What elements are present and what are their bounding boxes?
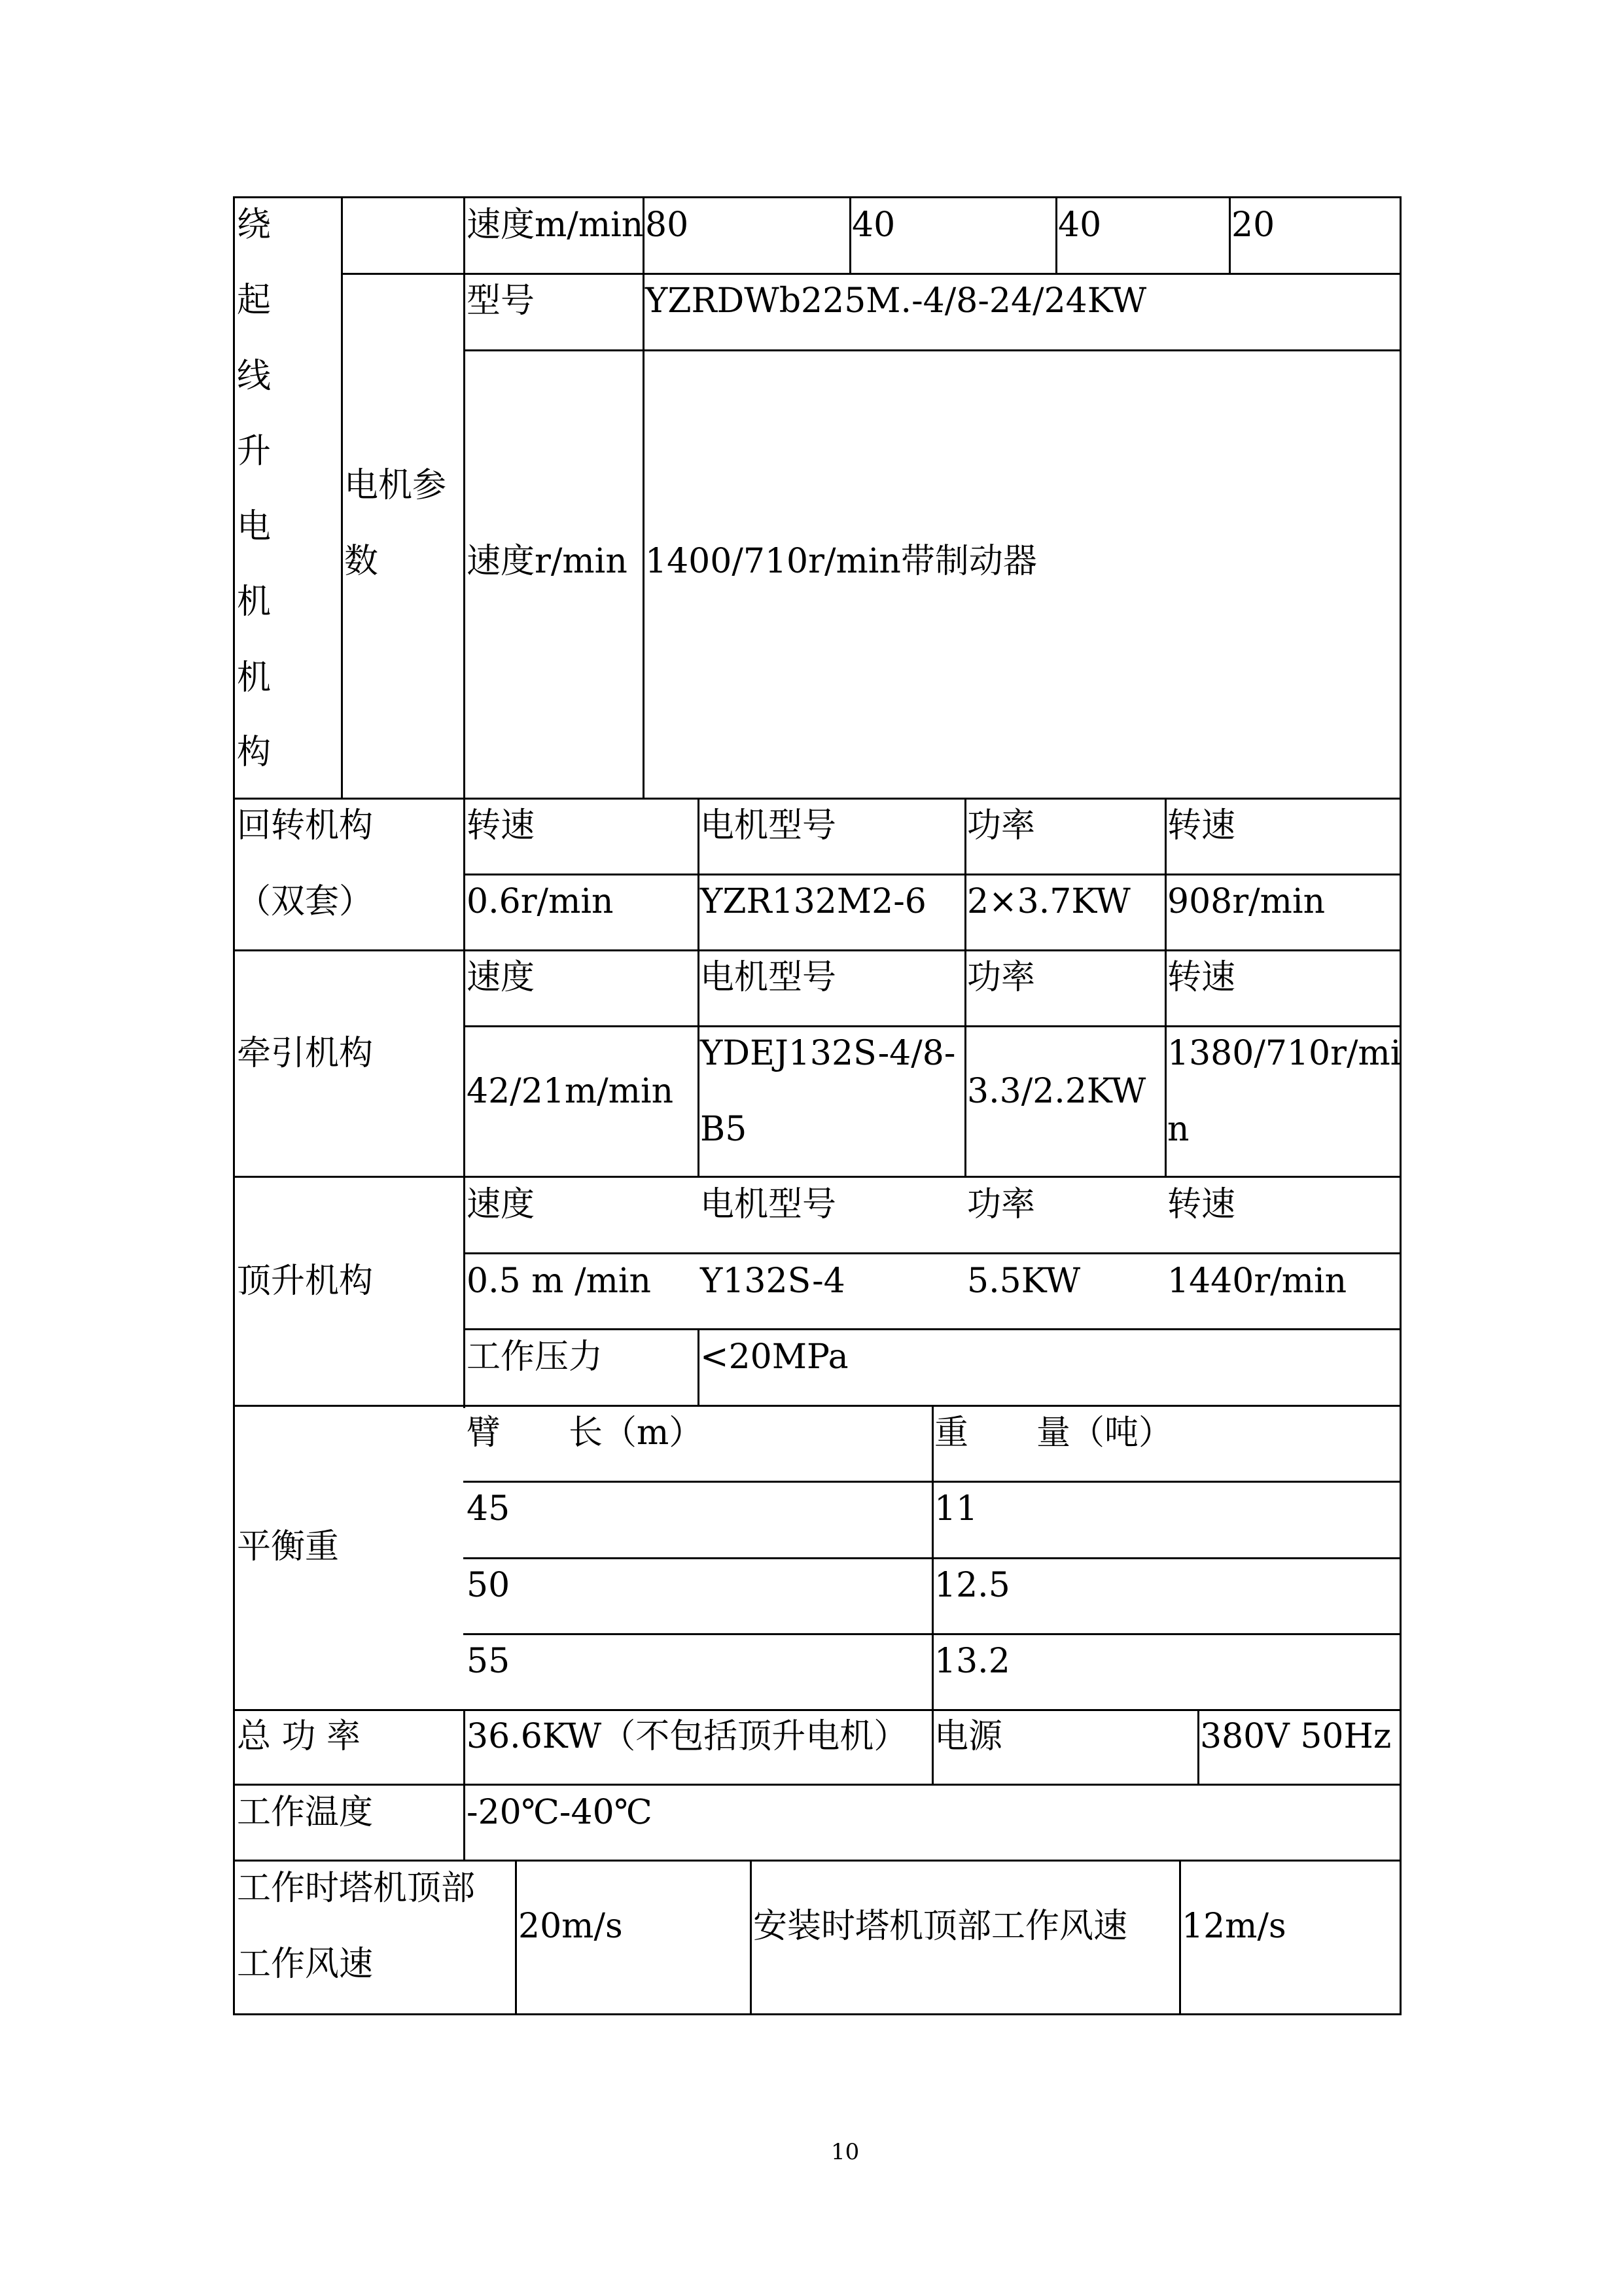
hoist-title-char: 电: [237, 507, 272, 546]
pressure-label: 工作压力: [467, 1337, 603, 1377]
jib-length-value: 55: [467, 1642, 510, 1681]
slewing-value: 908r/min: [1167, 882, 1326, 921]
hoist-title-char: 线: [237, 357, 272, 396]
slewing-value: 0.6r/min: [467, 882, 614, 921]
slewing-header: 转速: [1167, 806, 1236, 845]
slewing-value: YZR132M2-6: [700, 882, 927, 921]
climbing-value: Y132S-4: [700, 1262, 845, 1301]
trolley-title: 牵引机构: [237, 1034, 374, 1073]
install-wind-label: 安装时塔机顶部工作风速: [753, 1907, 1128, 1946]
counterweight-title: 平衡重: [237, 1527, 340, 1566]
jib-length-header: 臂 长（m）: [467, 1413, 703, 1453]
working-wind-label: 工作时塔机顶部: [237, 1869, 476, 1908]
working-wind-label: 工作风速: [237, 1945, 374, 1984]
motor-params-label: 数: [344, 542, 379, 581]
hoist-title-char: 机: [237, 582, 272, 622]
weight-value: 13.2: [934, 1642, 1010, 1681]
hoist-model-value: YZRDWb225M.-4/8-24/24KW: [645, 281, 1147, 321]
hoist-title-char: 构: [237, 733, 272, 772]
slewing-title: （双套）: [237, 882, 374, 921]
slewing-header: 电机型号: [700, 806, 837, 845]
climbing-header: 电机型号: [700, 1185, 837, 1224]
motor-params-label: 电机参: [344, 466, 447, 505]
trolley-model: B5: [700, 1110, 747, 1149]
slewing-title: 回转机构: [237, 806, 374, 845]
trolley-rpm: n: [1167, 1110, 1190, 1149]
trolley-header: 转速: [1167, 958, 1236, 997]
climbing-title: 顶升机构: [237, 1262, 374, 1301]
jib-length-value: 45: [467, 1489, 510, 1528]
climbing-value: 0.5 m /min: [467, 1262, 652, 1301]
weight-value: 11: [934, 1489, 978, 1528]
hoist-rpm-label: 速度r/min: [467, 542, 627, 581]
trolley-model: YDEJ132S-4/8-: [700, 1034, 956, 1073]
temperature-label: 工作温度: [237, 1793, 374, 1832]
hoist-rpm-value: 1400/710r/min带制动器: [645, 542, 1037, 581]
trolley-header: 功率: [967, 958, 1036, 997]
climbing-header: 速度: [467, 1185, 535, 1224]
weight-header: 重 量（吨）: [934, 1413, 1173, 1453]
temperature-value: -20℃-40℃: [467, 1793, 652, 1832]
weight-value: 12.5: [934, 1566, 1010, 1605]
pressure-value: <20MPa: [700, 1337, 849, 1377]
slewing-header: 功率: [967, 806, 1036, 845]
trolley-rpm: 1380/710r/mi: [1167, 1034, 1402, 1073]
trolley-header: 速度: [467, 958, 535, 997]
hoist-title-char: 起: [237, 281, 272, 320]
hoist-speed-value: 80: [645, 205, 689, 245]
power-supply-label: 电源: [934, 1717, 1003, 1756]
hoist-speed-label: 速度m/min: [467, 205, 644, 245]
trolley-header: 电机型号: [700, 958, 837, 997]
hoist-title-char: 绕: [237, 205, 272, 245]
hoist-speed-value: 40: [1058, 205, 1102, 245]
climbing-value: 5.5KW: [967, 1262, 1081, 1301]
install-wind-value: 12m/s: [1182, 1907, 1286, 1946]
page-number: 10: [831, 2139, 860, 2165]
slewing-header: 转速: [467, 806, 535, 845]
total-power-value: 36.6KW（不包括顶升电机）: [467, 1717, 908, 1756]
slewing-value: 2×3.7KW: [967, 882, 1131, 921]
jib-length-value: 50: [467, 1566, 510, 1605]
total-power-label: 总 功 率: [237, 1717, 361, 1756]
climbing-value: 1440r/min: [1167, 1262, 1347, 1301]
climbing-header: 功率: [967, 1185, 1036, 1224]
trolley-speed: 42/21m/min: [467, 1072, 674, 1111]
power-supply-value: 380V 50Hz: [1200, 1717, 1392, 1756]
trolley-power: 3.3/2.2KW: [967, 1072, 1146, 1111]
hoist-title-char: 升: [237, 432, 272, 471]
hoist-model-label: 型号: [467, 281, 535, 321]
climbing-header: 转速: [1167, 1185, 1236, 1224]
working-wind-value: 20m/s: [518, 1907, 623, 1946]
hoist-speed-value: 20: [1231, 205, 1275, 245]
hoist-speed-value: 40: [852, 205, 896, 245]
hoist-title-char: 机: [237, 658, 272, 698]
